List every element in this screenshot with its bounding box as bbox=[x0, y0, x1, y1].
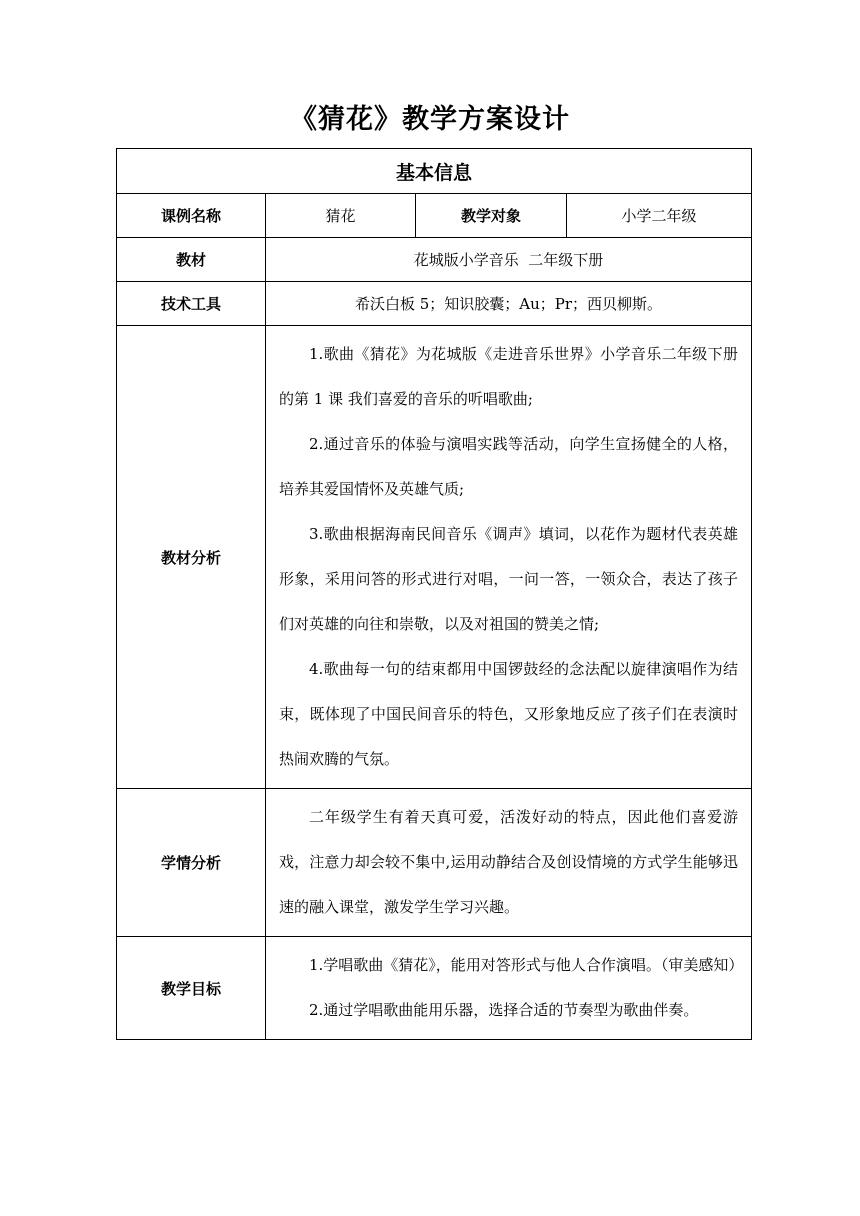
learner-paragraph: 二年级学生有着天真可爱，活泼好动的特点，因此他们喜爱游戏，注意力却会较不集中,运用动静结合及创设情境的方式学生能够迅速的融入课堂，激发学生学习兴趣。 bbox=[279, 808, 739, 916]
goals-paragraph: 1.学唱歌曲《猜花》，能用对答形式与他人合作演唱。（审美感知） bbox=[309, 956, 744, 974]
course-row bbox=[117, 194, 752, 238]
learner-row bbox=[117, 789, 752, 937]
learner-label: 学情分析 bbox=[117, 789, 266, 937]
lesson-plan-table bbox=[116, 148, 752, 1040]
tools-row bbox=[117, 282, 752, 326]
goals-content bbox=[266, 937, 752, 1040]
audience-value: 小学二年级 bbox=[567, 194, 752, 238]
tools-label: 技术工具 bbox=[117, 282, 266, 326]
goals-paragraph: 2.通过学唱歌曲能用乐器，选择合适的节奏型为歌曲伴奏。 bbox=[309, 1001, 699, 1019]
course-name-label: 课例名称 bbox=[117, 194, 266, 238]
document-title: 《猜花》教学方案设计 bbox=[290, 104, 570, 135]
textbook-label: 教材 bbox=[117, 238, 266, 282]
textbook-row bbox=[117, 238, 752, 282]
section-header: 基本信息 bbox=[117, 149, 752, 194]
analysis-paragraph: 2.通过音乐的体验与演唱实践等活动，向学生宣扬健全的人格，培养其爱国情怀及英雄气质; bbox=[279, 435, 739, 498]
audience-label: 教学对象 bbox=[416, 194, 567, 238]
analysis-paragraph: 3.歌曲根据海南民间音乐《调声》填词，以花作为题材代表英雄形象，采用问答的形式进行对唱，一问一答，一领众合，表达了孩子们对英雄的向往和崇敬，以及对祖国的赞美之情; bbox=[279, 525, 739, 633]
analysis-label: 教材分析 bbox=[117, 326, 266, 789]
goals-label: 教学目标 bbox=[117, 937, 266, 1040]
textbook-value: 花城版小学音乐 二年级下册 bbox=[266, 238, 752, 282]
analysis-paragraph: 4.歌曲每一句的结束都用中国锣鼓经的念法配以旋律演唱作为结束，既体现了中国民间音乐的特色，又形象地反应了孩子们在表演时热闹欢腾的气氛。 bbox=[279, 660, 739, 768]
analysis-row bbox=[117, 326, 752, 789]
goals-row bbox=[117, 937, 752, 1040]
tools-value: 希沃白板 5；知识胶囊；Au；Pr；西贝柳斯。 bbox=[266, 282, 752, 326]
analysis-paragraph: 1.歌曲《猜花》为花城版《走进音乐世界》小学音乐二年级下册的第 1 课 我们喜爱的音乐的听唱歌曲; bbox=[279, 345, 739, 408]
section-header-row bbox=[117, 149, 752, 194]
learner-content bbox=[266, 789, 752, 937]
course-name-value: 猜花 bbox=[266, 194, 416, 238]
analysis-content bbox=[266, 326, 752, 789]
